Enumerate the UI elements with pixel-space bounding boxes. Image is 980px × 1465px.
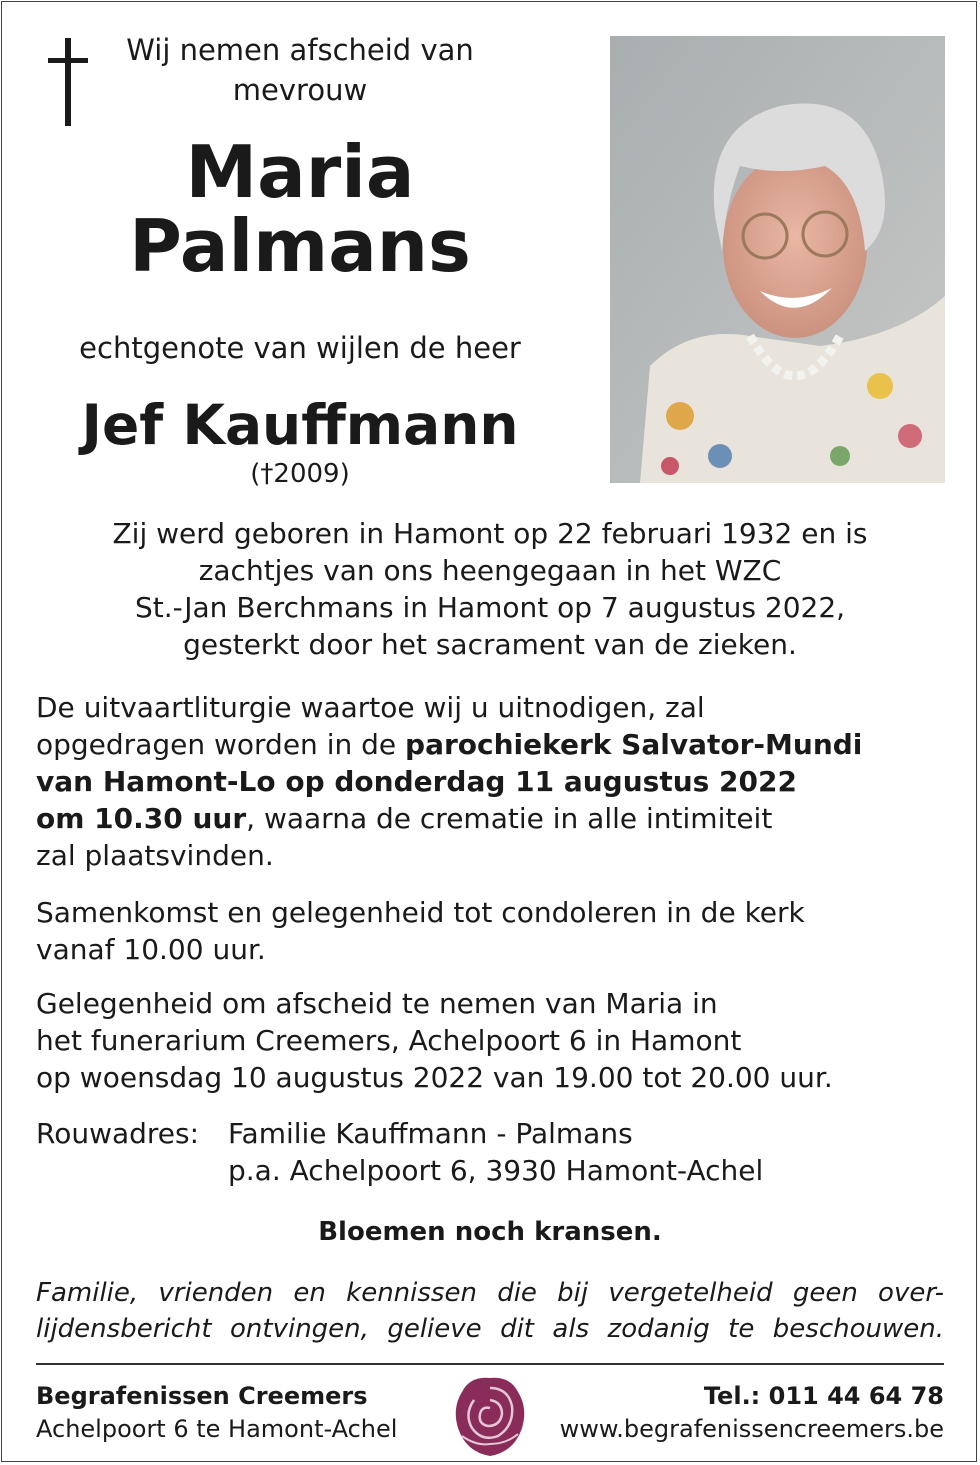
obituary-notice [36, 1275, 944, 1347]
funeral-paragraph [36, 689, 946, 874]
phone-number: Tel.: 011 44 64 78 [703, 1382, 944, 1410]
funeral-date: van Hamont-Lo op donderdag 11 augustus 2022 [36, 765, 797, 798]
address-value [228, 1115, 763, 1189]
footer-divider [36, 1363, 944, 1365]
website: www.begrafenissencreemers.be [559, 1415, 944, 1443]
address-line-2: p.a. Achelpoort 6, 3930 Hamont-Achel [228, 1154, 764, 1187]
farewell-line-2: het funerarium Creemers, Achelpoort 6 in Hamont [36, 1024, 742, 1057]
birth-line-4: gesterkt door het sacrament van de zieken. [183, 628, 797, 661]
farewell-paragraph [36, 985, 946, 1096]
notice-line-1: Familie, vrienden en kennissen die bij vergetelheid geen over- [36, 1278, 944, 1308]
funeral-line-1: De uitvaartliturgie waartoe wij u uitnodigen, zal [36, 691, 705, 724]
funeral-line-4 [36, 800, 946, 837]
intro-text [30, 30, 570, 110]
first-name: Maria [185, 130, 415, 214]
contact-info [560, 1380, 944, 1446]
funeral-line-5: zal plaatsvinden. [36, 839, 274, 872]
funeral-text-2: opgedragen worden in de [36, 728, 406, 761]
intro-line-1: Wij nemen afscheid van [126, 33, 474, 67]
condolence-line-2: vanaf 10.00 uur. [36, 933, 266, 966]
funeral-text-3: , waarna de crematie in alle intimiteit [246, 802, 773, 835]
birth-line-1: Zij werd geboren in Hamont op 22 februari 1932 en is [112, 517, 868, 550]
last-name: Palmans [129, 204, 471, 288]
rose-logo-icon [452, 1374, 528, 1460]
condolence-paragraph [36, 894, 946, 968]
condolence-line-1: Samenkomst en gelegenheid tot condoleren in de kerk [36, 896, 805, 929]
farewell-line-3: op woensdag 10 augustus 2022 van 19.00 tot 20.00 uur. [36, 1061, 833, 1094]
farewell-line-1: Gelegenheid om afscheid te nemen van Maria in [36, 987, 718, 1020]
intro-line-2: mevrouw [232, 73, 368, 107]
company-name: Begrafenissen Creemers [36, 1382, 368, 1410]
address-line-1: Familie Kauffmann - Palmans [228, 1117, 633, 1150]
funeral-time: om 10.30 uur [36, 802, 247, 835]
birth-line-2: zachtjes van ons heengegaan in het WZC [198, 554, 782, 587]
deceased-name [30, 130, 570, 288]
spouse-intro: echtgenote van wijlen de heer [79, 331, 521, 365]
funeral-line-2 [36, 726, 946, 763]
address-label: Rouwadres: [36, 1117, 200, 1150]
funeral-home-info [36, 1380, 397, 1446]
notice-line-2: lijdensbericht ontvingen, gelieve dit als zodanig te beschouwen. [36, 1314, 944, 1344]
flowers-notice: Bloemen noch kransen. [318, 1217, 662, 1247]
portrait-photo [610, 36, 945, 483]
spouse-name: Jef Kauffmann [81, 393, 519, 457]
funeral-church: parochiekerk Salvator-Mundi [405, 728, 863, 761]
spouse-death-year: (†2009) [250, 459, 350, 489]
company-address: Achelpoort 6 te Hamont-Achel [36, 1415, 398, 1443]
birth-death-text [30, 515, 950, 663]
birth-line-3: St.-Jan Berchmans in Hamont op 7 augustus 2022, [134, 591, 846, 624]
